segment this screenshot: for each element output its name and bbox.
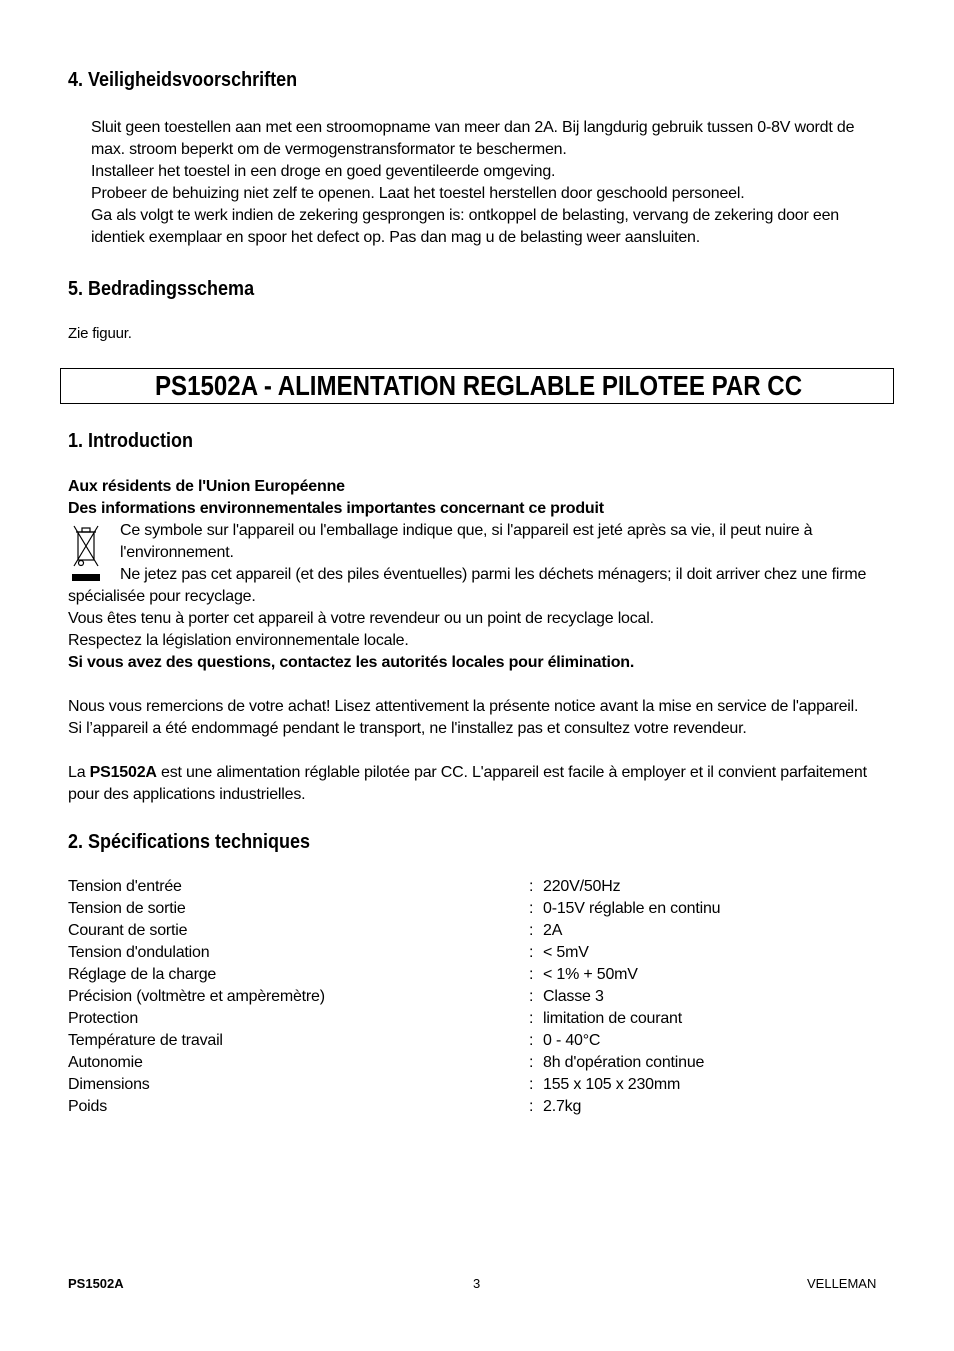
spec-row	[68, 1030, 888, 1052]
safety-line: Probeer de behuizing niet zelf te openen. Laat het toestel herstellen door geschoold personeel.	[91, 185, 745, 202]
spec-row	[68, 986, 888, 1008]
spec-row	[68, 1096, 888, 1118]
section-heading-introduction: 1. Introduction	[68, 430, 194, 452]
eu-symbol-text	[120, 520, 812, 564]
spec-row	[68, 898, 888, 920]
spec-label: Dimensions	[68, 1076, 150, 1093]
product-description-line2: pour des applications industrielles.	[68, 786, 306, 803]
spec-label: Tension d'entrée	[68, 878, 182, 895]
eu-subheading: Des informations environnementales importantes concernant ce produit	[68, 500, 604, 517]
eu-line: Ne jetez pas cet appareil (et des piles éventuelles) parmi les déchets ménagers; il doit arriver chez une firme	[120, 566, 867, 583]
spec-label: Précision (voltmètre et ampèremètre)	[68, 988, 325, 1005]
eu-line: Ce symbole sur l'appareil ou l'emballage indique que, si l'appareil est jeté après sa vie, il peut nuire à	[120, 522, 813, 539]
product-name: PS1502A	[89, 764, 157, 781]
spec-label: Autonomie	[68, 1054, 143, 1071]
spec-row	[68, 964, 888, 986]
footer-brand: VELLEMAN	[807, 1276, 877, 1291]
spec-colon: :	[529, 878, 534, 895]
spec-colon: :	[529, 1076, 534, 1093]
document-title: PS1502A - ALIMENTATION REGLABLE PILOTEE PAR CC	[155, 370, 803, 401]
safety-line: identiek exemplaar en spoor het defect op. Pas dan mag u de belasting weer aansluiten.	[91, 229, 700, 246]
spec-row	[68, 1008, 888, 1030]
safety-line: Ga als volgt te werk indien de zekering gesprongen is: ontkoppel de belasting, vervang de zekering door een	[91, 207, 839, 224]
spec-colon: :	[529, 900, 534, 917]
eu-heading: Aux résidents de l'Union Européenne	[68, 478, 345, 495]
spec-colon: :	[529, 988, 534, 1005]
safety-text	[91, 117, 854, 249]
section-heading-specifications: 2. Spécifications techniques	[68, 831, 311, 853]
thanks-text	[68, 696, 858, 740]
spec-label: Tension d'ondulation	[68, 944, 210, 961]
spec-value: 155 x 105 x 230mm	[543, 1076, 681, 1093]
spec-label: Tension de sortie	[68, 900, 186, 917]
spec-value: < 5mV	[543, 944, 589, 961]
safety-line: Installeer het toestel in een droge en goed geventileerde omgeving.	[91, 163, 556, 180]
spec-colon: :	[529, 1010, 534, 1027]
spec-label: Protection	[68, 1010, 139, 1027]
product-description-rest: est une alimentation réglable pilotée par CC. L'appareil est facile à employer et il convient parfaitement	[156, 764, 867, 781]
wiring-text: Zie figuur.	[68, 325, 132, 342]
spec-row	[68, 876, 888, 898]
spec-colon: :	[529, 1054, 534, 1071]
eu-contact-line: Si vous avez des questions, contactez les autorités locales pour élimination.	[68, 654, 635, 671]
footer-model: PS1502A	[68, 1276, 124, 1291]
eu-line: l'environnement.	[120, 544, 234, 561]
thanks-line: Si l’appareil a été endommagé pendant le transport, ne l'installez pas et consultez votre revendeur.	[68, 720, 747, 737]
spec-value: limitation de courant	[543, 1010, 682, 1027]
thanks-line: Nous vous remercions de votre achat! Lisez attentivement la présente notice avant la mise en service de l'appareil.	[68, 698, 859, 715]
spec-value: 8h d'opération continue	[543, 1054, 705, 1071]
eu-line: Respectez la législation environnementale locale.	[68, 632, 409, 649]
spec-colon: :	[529, 966, 534, 983]
spec-label: Courant de sortie	[68, 922, 188, 939]
spec-row	[68, 920, 888, 942]
section-heading-safety: 4. Veiligheidsvoorschriften	[68, 69, 298, 91]
spec-colon: :	[529, 1098, 534, 1115]
spec-colon: :	[529, 922, 534, 939]
eu-text-block	[68, 586, 654, 674]
spec-colon: :	[529, 1032, 534, 1049]
spec-value: Classe 3	[543, 988, 604, 1005]
spec-label: Température de travail	[68, 1032, 223, 1049]
spec-label: Réglage de la charge	[68, 966, 217, 983]
spec-label: Poids	[68, 1098, 108, 1115]
eu-line: spécialisée pour recyclage.	[68, 588, 256, 605]
eu-line: Vous êtes tenu à porter cet appareil à votre revendeur ou un point de recyclage local.	[68, 610, 654, 627]
footer-page-number: 3	[473, 1276, 481, 1291]
safety-line: max. stroom beperkt om de vermogenstransformator te beschermen.	[91, 141, 567, 158]
spec-value: 0-15V réglable en continu	[543, 900, 721, 917]
spec-value: 2.7kg	[543, 1098, 582, 1115]
spec-row	[68, 1074, 888, 1096]
spec-value: 220V/50Hz	[543, 878, 621, 895]
safety-line: Sluit geen toestellen aan met een stroomopname van meer dan 2A. Bij langdurig gebruik tussen 0-8V wordt de	[91, 119, 855, 136]
spec-value: 0 - 40°C	[543, 1032, 601, 1049]
spec-row	[68, 1052, 888, 1074]
section-heading-wiring: 5. Bedradingsschema	[68, 278, 255, 300]
product-description	[68, 762, 867, 806]
crossed-out-wheelie-bin-icon	[68, 522, 104, 584]
spec-colon: :	[529, 944, 534, 961]
spec-value: 2A	[543, 922, 563, 939]
spec-row	[68, 942, 888, 964]
spec-value: < 1% + 50mV	[543, 966, 638, 983]
product-prefix: La	[68, 764, 90, 781]
